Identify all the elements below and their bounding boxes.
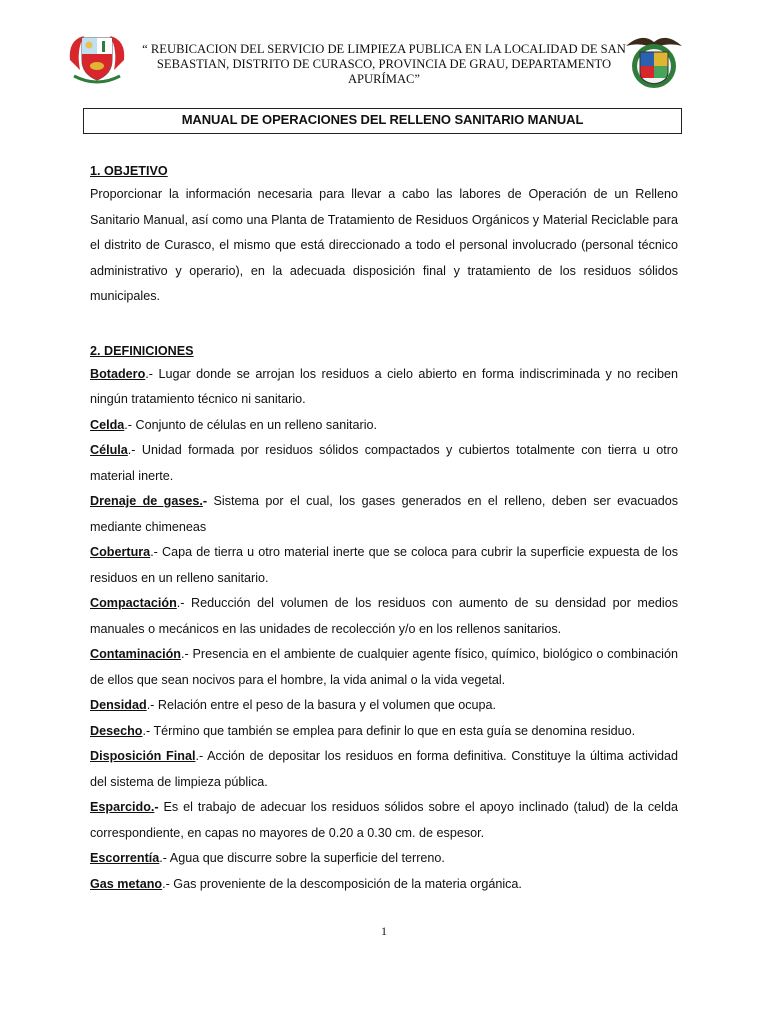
definition-text: Presencia en el ambiente de cualquier agente físico, químico, biológico o combinación de ellos que sean nocivos para el hombre, la vida animal o la vida vegetal.	[90, 647, 678, 687]
definition-term: Drenaje de gases.	[90, 494, 203, 508]
definition-term: Celda	[90, 417, 125, 432]
definition-item	[90, 719, 678, 745]
definition-term: Desecho	[90, 723, 143, 738]
definition-separator: .-	[127, 443, 142, 457]
definition-item	[90, 489, 678, 540]
objetivo-paragraph: Proporcionar la información necesaria para llevar a cabo las labores de Operación de un Relleno Sanitario Manual, así como una Planta de Tratamiento de Residuos Orgánicos y Material Reciclable para el distrito de Curasco, el mismo que está direccionado a todo el personal involucrado (personal técnico administrativo y operario), en la adecuada disposición final y tratamiento de los residuos sólidos municipales.	[90, 187, 678, 303]
section-heading-objetivo: 1. OBJETIVO	[90, 164, 168, 178]
definition-text: Sistema por el cual, los gases generados en el relleno, deben ser evacuados mediante chimeneas	[90, 494, 679, 534]
definition-separator: .-	[159, 851, 170, 865]
peru-coat-of-arms-icon	[66, 30, 128, 86]
page-number: 1	[381, 924, 387, 938]
document-body	[90, 160, 678, 897]
definition-text: Agua que discurre sobre la superficie del terreno.	[169, 851, 445, 865]
definition-text: Conjunto de células en un relleno sanitario.	[135, 417, 378, 432]
definition-item	[90, 438, 678, 489]
definition-item	[90, 362, 678, 413]
definition-item	[90, 693, 678, 719]
definition-text: Unidad formada por residuos sólidos compactados y cubiertos totalmente con tierra u otro material inerte.	[90, 443, 678, 483]
definition-text: Término que también se emplea para definir lo que en esta guía se denomina residuo.	[153, 723, 636, 738]
definition-term: Contaminación	[90, 647, 181, 661]
definition-separator: .-	[146, 698, 158, 712]
definition-text: Lugar donde se arrojan los residuos a cielo abierto en forma indiscriminada y no reciben ningún tratamiento técnico ni sanitario.	[90, 366, 678, 406]
definition-term: Escorrentía	[90, 851, 160, 865]
definition-separator: .-	[145, 366, 159, 381]
document-title: MANUAL DE OPERACIONES DEL RELLENO SANITARIO MANUAL	[83, 108, 682, 134]
definitions-list	[90, 362, 678, 898]
definition-separator: .-	[142, 723, 154, 738]
definition-text: Capa de tierra u otro material inerte que se coloca para cubrir la superficie expuesta de los residuos en un relleno sanitario.	[90, 545, 678, 585]
definition-separator: .-	[162, 876, 174, 891]
definition-item	[90, 846, 678, 872]
definition-separator: .-	[180, 647, 193, 661]
definition-term: Cobertura	[90, 545, 151, 559]
definition-item	[90, 413, 678, 439]
definition-term: Compactación	[90, 596, 177, 610]
project-title: “ REUBICACION DEL SERVICIO DE LIMPIEZA PUBLICA EN LA LOCALIDAD DE SAN SEBASTIAN, DISTRITO DE CURASCO, PROVINCIA DE GRAU, DEPARTAMENTO APURÍMAC”	[142, 42, 626, 86]
definition-item	[90, 642, 678, 693]
section-heading-definiciones: 2. DEFINICIONES	[90, 343, 194, 358]
definition-item	[90, 540, 678, 591]
definition-separator: .-	[124, 417, 136, 432]
definition-term: Densidad	[90, 698, 147, 712]
definition-item	[90, 591, 678, 642]
definition-term: Célula	[90, 443, 128, 457]
definition-item	[90, 744, 678, 795]
definition-term: Disposición Final	[90, 749, 196, 763]
definition-term: Botadero	[90, 366, 146, 381]
definition-separator: -	[202, 494, 214, 508]
definition-term: Esparcido.	[90, 800, 155, 814]
definition-separator: .-	[176, 596, 192, 610]
definition-separator: .-	[150, 545, 162, 559]
definition-text: Gas proveniente de la descomposición de la materia orgánica.	[173, 876, 522, 891]
definition-separator: -	[154, 800, 164, 814]
definition-item	[90, 795, 678, 846]
definition-separator: .-	[195, 749, 208, 763]
definition-text: Acción de depositar los residuos en forma definitiva. Constituye la última actividad del sistema de limpieza pública.	[90, 749, 678, 789]
definition-text: Relación entre el peso de la basura y el volumen que ocupa.	[157, 698, 497, 712]
definition-item	[90, 872, 678, 898]
definition-text: Es el trabajo de adecuar los residuos sólidos sobre el apoyo inclinado (talud) de la celda correspondiente, en capas no mayores de 0.20 a 0.30 cm. de espesor.	[90, 800, 678, 840]
definition-text: Reducción del volumen de los residuos con aumento de su densidad por medios manuales o mecánicos en las unidades de recolección y/o en los rellenos sanitarios.	[90, 596, 678, 636]
definition-term: Gas metano	[90, 876, 163, 891]
district-shield-emblem-icon	[622, 32, 686, 90]
